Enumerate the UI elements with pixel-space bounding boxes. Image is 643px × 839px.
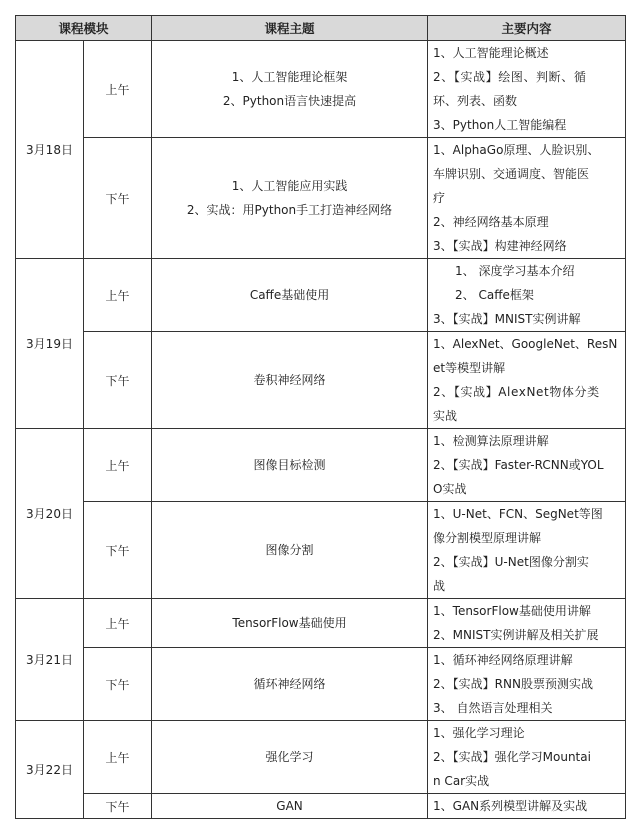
topic-line: GAN [276, 799, 303, 813]
content-line: 疗 [433, 191, 446, 205]
course-schedule-table [15, 15, 626, 819]
content-line: 实战 [433, 409, 458, 423]
content-line: 车牌识别、交通调度、智能医 [433, 167, 590, 181]
session-cell: 上午 [84, 599, 152, 648]
content-line: 2、【实战】强化学习Mountai [433, 750, 591, 764]
content-cell [428, 332, 626, 429]
session-cell: 下午 [84, 794, 152, 819]
table-row [16, 721, 626, 794]
date-cell: 3月21日 [16, 599, 84, 721]
topic-line: 循环神经网络 [253, 677, 326, 691]
topic-cell [152, 648, 428, 721]
topic-line: 1、人工智能应用实践 [231, 179, 348, 193]
session-cell: 上午 [84, 429, 152, 502]
content-cell [428, 429, 626, 502]
content-line: 环、列表、函数 [433, 94, 518, 108]
content-cell [428, 721, 626, 794]
table-row [16, 332, 626, 429]
table-row [16, 599, 626, 648]
topic-line: 1、人工智能理论框架 [231, 70, 348, 84]
header-module: 课程模块 [16, 16, 152, 41]
date-cell: 3月19日 [16, 259, 84, 429]
content-line: n Car实战 [433, 774, 490, 788]
topic-cell [152, 259, 428, 332]
header-row [16, 16, 626, 41]
table-row [16, 794, 626, 819]
topic-cell [152, 138, 428, 259]
content-line: 1、GAN系列模型讲解及实战 [433, 799, 588, 813]
session-cell: 下午 [84, 138, 152, 259]
session-cell: 上午 [84, 259, 152, 332]
content-cell [428, 648, 626, 721]
table-row [16, 259, 626, 332]
content-line: 1、检测算法原理讲解 [433, 434, 549, 448]
topic-cell [152, 429, 428, 502]
content-line: 2、【实战】绘图、判断、循 [433, 70, 587, 84]
header-topic: 课程主题 [152, 16, 428, 41]
table-row [16, 648, 626, 721]
content-line: 1、AlphaGo原理、人脸识别、 [433, 143, 600, 157]
content-line: 像分割模型原理讲解 [433, 531, 542, 545]
topic-line: TensorFlow基础使用 [232, 616, 347, 630]
content-cell [428, 138, 626, 259]
content-line: 2、 Caffe框架 [455, 288, 534, 302]
topic-line: Caffe基础使用 [249, 288, 330, 302]
content-line: 1、TensorFlow基础使用讲解 [433, 604, 591, 618]
content-line: 2、【实战】U-Net图像分割实 [433, 555, 589, 569]
content-line: 1、 深度学习基本介绍 [455, 264, 575, 278]
session-cell: 上午 [84, 721, 152, 794]
topic-cell [152, 332, 428, 429]
content-line: 1、循环神经网络原理讲解 [433, 653, 573, 667]
content-line: et等模型讲解 [433, 361, 506, 375]
content-cell [428, 41, 626, 138]
content-line: 2、【实战】RNN股票预测实战 [433, 677, 593, 691]
session-cell: 上午 [84, 41, 152, 138]
content-line: 1、人工智能理论概述 [433, 46, 549, 60]
content-cell [428, 794, 626, 819]
header-content: 主要内容 [428, 16, 626, 41]
content-line: 2、MNIST实例讲解及相关扩展 [433, 628, 599, 642]
content-line: 3、【实战】构建神经网络 [433, 239, 567, 253]
topic-line: 2、Python语言快速提高 [222, 94, 357, 108]
session-cell: 下午 [84, 332, 152, 429]
table-row [16, 41, 626, 138]
topic-line: 强化学习 [265, 750, 314, 764]
content-cell [428, 502, 626, 599]
content-line: 3、 自然语言处理相关 [433, 701, 553, 715]
content-line: 2、神经网络基本原理 [433, 215, 549, 229]
content-line: 2、【实战】Faster-RCNN或YOL [433, 458, 604, 472]
schedule-container [15, 15, 626, 819]
topic-cell [152, 599, 428, 648]
table-row [16, 502, 626, 599]
session-cell: 下午 [84, 648, 152, 721]
topic-cell [152, 721, 428, 794]
table-row [16, 429, 626, 502]
date-cell: 3月18日 [16, 41, 84, 259]
content-line: 3、Python人工智能编程 [433, 118, 567, 132]
content-line: 2、【实战】AlexNet物体分类 [433, 385, 600, 399]
session-cell: 下午 [84, 502, 152, 599]
topic-line: 2、实战：用Python手工打造神经网络 [186, 203, 393, 217]
date-cell: 3月20日 [16, 429, 84, 599]
content-cell [428, 259, 626, 332]
content-line: 战 [433, 579, 446, 593]
topic-cell [152, 502, 428, 599]
content-line: 1、AlexNet、GoogleNet、ResN [433, 337, 618, 351]
topic-line: 图像目标检测 [253, 458, 326, 472]
table-row [16, 138, 626, 259]
date-cell: 3月22日 [16, 721, 84, 819]
content-line: O实战 [433, 482, 467, 496]
topic-line: 图像分割 [265, 543, 314, 557]
topic-cell [152, 41, 428, 138]
content-cell [428, 599, 626, 648]
topic-cell [152, 794, 428, 819]
topic-line: 卷积神经网络 [253, 373, 326, 387]
content-line: 1、U-Net、FCN、SegNet等图 [433, 507, 603, 521]
content-line: 1、强化学习理论 [433, 726, 525, 740]
content-line: 3、【实战】MNIST实例讲解 [433, 312, 581, 326]
